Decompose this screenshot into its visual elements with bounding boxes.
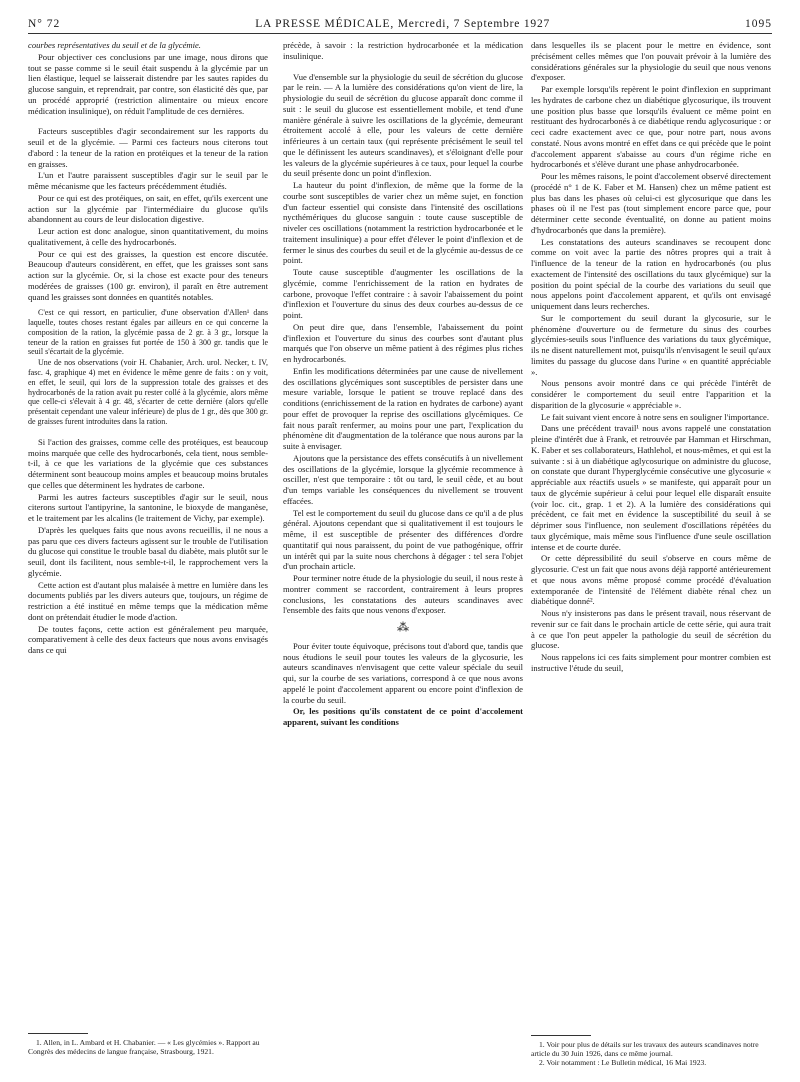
paragraph: Leur action est donc analogue, sinon quantitativement, du moins qualitativement, à celle des hydrocarbonés. bbox=[28, 226, 268, 247]
paragraph: Les constatations des auteurs scandinaves se recoupent donc comme on voit avec la partie des nôtres propres qui a trait à l'influence de la teneur de la ration en hydrocarbonés (ou plus exactement de l'intensité des oscillations du taux glycémique) sur la position du point spécial de la courbe des variations du seuil que nous appelons point d'accolement apparent, et qu'ils ont envisagé uniquement dans leurs recherches. bbox=[531, 236, 771, 311]
paragraph: D'après les quelques faits que nous avons recueillis, il ne nous a pas paru que ces divers facteurs agissent sur le trouble de l'utilisation du glucose qui constitue le trouble basal du diabète, mais plutôt sur le seuil, dont ils facilitent, nous semble-t-il, le rapprochement vers la glycémie. bbox=[28, 524, 268, 578]
footnote-rule bbox=[28, 1033, 88, 1034]
column-3 bbox=[531, 40, 771, 675]
paragraph: Si l'action des graisses, comme celle des protéiques, est beaucoup moins marquée que celle des hydrocarbonés, cela tient, nous semble-t-il, à ce que les variations de la glycémie que ces substances déterminent sont beaucoup moins amples et beaucoup moins brutales que celles que déterminent les hydrates de carbone. bbox=[28, 436, 268, 490]
footnote: 1. Voir pour plus de détails sur les travaux des auteurs scandinaves notre article du 30 Juin 1926, dans ce même journal. bbox=[531, 1040, 759, 1059]
footnote-left bbox=[28, 1033, 268, 1056]
paragraph: Or, les positions qu'ils constatent de ce point d'accolement apparent, suivant les conditions bbox=[283, 706, 523, 727]
paragraph: L'un et l'autre paraissent susceptibles d'agir sur le seuil par le même mécanisme que les facteurs précédemment étudiés. bbox=[28, 170, 268, 191]
column-1 bbox=[28, 40, 268, 657]
journal-title: LA PRESSE MÉDICALE, Mercredi, 7 Septembre 1927 bbox=[255, 18, 551, 30]
paragraph: Sur le comportement du seuil durant la glycosurie, sur le phénomène d'ouverture ou de fermeture du sinus des courbes glycémies-seuils sous l'influence des variations du taux glycémique, ils ne disent naturellement mot, puisqu'ils n'envisagent le seuil qu'aux limites du passage du glucose dans l'urine « en quantité appréciable ». bbox=[531, 312, 771, 377]
paragraph: Nous rappelons ici ces faits simplement pour montrer combien est instructive l'étude du seuil, bbox=[531, 652, 771, 673]
paragraph: Le fait suivant vient encore à notre sens en souligner l'importance. bbox=[541, 411, 770, 422]
page-number: 1095 bbox=[744, 18, 772, 30]
footnote: 2. Voir notamment : Le Bulletin médical, 16 Mai 1923. bbox=[539, 1058, 707, 1068]
paragraph: Cette action est d'autant plus malaisée à mettre en lumière dans les documents publiés par les divers auteurs que, toujours, un régime de restriction a été institué en même temps que la médication même dont on prétendait étudier le mode d'action. bbox=[28, 579, 268, 622]
paragraph: Ajoutons que la persistance des effets consécutifs à un nivellement des oscillations de la glycémie, lorsque la glycémie recommence à osciller, n'est que temporaire : tôt ou tard, le seuil cède, et au bout d'un temps variable les conséquences du nivellement se trouvent effacées. bbox=[283, 452, 523, 506]
section-heading: Vue d'ensemble sur la physiologie du seuil de sécrétion du glucose par le rein. — A la lumière des considérations qu'on vient de lire, la physiologie du seuil de sécrétion du glucose apparaît donc comme il suit : le seuil du glucose est essentiellement mobile, et tend d'une manière générale à suivre les oscillations de la glycémie, demeurant étroitement accolé à elle, pour les valeurs de cette dernière inférieures à un certain taux (qui représente précisément le seuil tel que le définissent les auteurs scandinaves), et s'éloignant d'elle pour les valeurs de la glycémie supérieures à ce taux, pour lequel la courbe du seuil présente donc un point d'inflexion. bbox=[283, 71, 523, 179]
section-heading: Facteurs susceptibles d'agir secondairement sur les rapports du seuil et de la glycémie. — Parmi ces facteurs nous citerons tout d'abord : la teneur de la ration en protéiques et la teneur de la ration en graisses. bbox=[28, 126, 268, 169]
page-header bbox=[28, 6, 772, 34]
paragraph: Une de nos observations (voir H. Chabanier, Arch. urol. Necker, t. IV, fasc. 4, graphique 4) met en évidence le même genre de faits : on y voit, en effet, le seuil, qui lors de la suppression totale des graisses et des hydrocarbonés de la ration avait pu rester collé à la glycémie, alors même que celle-ci s'élevait à 4 gr. 48, s'écarter de cette dernière (alors qu'elle présentait cependant une valeur inférieure) de plus de 1 gr., dès que 300 gr. de graisses furent introduites dans la ration. bbox=[28, 358, 268, 427]
paragraph: Pour ce qui est des protéiques, on sait, en effet, qu'ils exercent une action sur la glycémie par l'intermédiaire du glucose qu'ils abandonnent au cours de leur dislocation digestive. bbox=[28, 192, 268, 225]
paragraph: Dans une précédent travail¹ nous avons rappelé une constatation pleine d'intérêt due à Frank, et retrouvée par Hamman et Hirschman, K. Faber et ses collaborateurs, Hathlehol, et nous-mêmes, et qui est la suivante : si à un diabétique aglycosurique on administre du glucose, on constate que durant l'hyperglycémie consécutive une glycosurie « appréciable aux réactifs usuels » se manifeste, qui apparaît pour un taux de glycémie supérieur à celui pour lequel elle disparaît ensuite (voir loc. cit., grap. 1 et 2). A la lumière des considérations qui précèdent, ce fait met en évidence la susceptibilité du seuil à se déprimer sous l'influence, non seulement d'oscillations répétées du taux glycémique, mais même sous l'influence d'une seule oscillation intense et de courte durée. bbox=[531, 423, 771, 552]
paragraph: On peut dire que, dans l'ensemble, l'abaissement du point d'inflexion et l'ouverture du sinus des courbes sont d'autant plus marqués que l'on observe un même patient à des régimes plus riches en hydrocarbonés. bbox=[283, 321, 523, 364]
paragraph: La hauteur du point d'inflexion, de même que la forme de la courbe sont susceptibles de varier chez un même sujet, en fonction d'un facteur essentiel qui consiste dans l'intensité des oscillations nycthémériques du glucose sanguin : toute cause susceptible de niveler ces oscillations (notamment la restriction hydrocarbonée et le traitement insulinique) a pour effet d'élever le point d'inflexion et de fermer le sinus des courbes du seuil et de la glycémie au-dessus de ce point. bbox=[283, 180, 523, 266]
paragraph: précède, à savoir : la restriction hydrocarbonée et la médication insulinique. bbox=[283, 40, 523, 61]
footnotes-right bbox=[531, 1035, 771, 1068]
paragraph: Pour les mêmes raisons, le point d'accolement observé directement (procédé n° 1 de K. Faber et M. Hansen) chez un même patient est plus bas dans les phases où celui-ci est glycosurique que dans les phases où il ne l'est pas (tout simplement encore parce que, pour déterminer cette seconde éventualité, on donne au patient moins d'hydrocarbonés que dans la première). bbox=[531, 171, 771, 235]
paragraph: Pour ce qui est des graisses, la question est encore discutée. Beaucoup d'auteurs considèrent, en effet, que les graisses sont sans action sur la glycémie. Or, si la chose est exacte pour des teneurs modérées de graisses (100 gr. environ), il paraît en être autrement quand les graisses sont données en quantités notables. bbox=[28, 248, 268, 302]
paragraph: Parmi les autres facteurs susceptibles d'agir sur le seuil, nous citerons surtout l'antipyrine, la santonine, le bioxyde de manganèse, et le traitement par les alcalins (le traitement de Vichy, par exemple). bbox=[28, 491, 268, 524]
issue-number: N° 72 bbox=[28, 18, 61, 30]
paragraph: Pour éviter toute équivoque, précisons tout d'abord que, tandis que nous étudions le seuil pour toutes les valeurs de la glycosurie, les auteurs scandinaves n'envisagent que cette valeur spéciale du seuil qui, sur la courbe de ses variations, correspond à ce que nous avons appelé le point d'accolement apparent ou encore point d'inflexion de la courbe du seuil. bbox=[283, 640, 523, 705]
paragraph: De toutes façons, cette action est généralement peu marquée, comparativement à celle des deux facteurs que nous avons envisagés dans ce qui bbox=[28, 623, 268, 656]
paragraph: Nous n'y insisterons pas dans le présent travail, nous réservant de revenir sur ce fait dans le prochain article de cette série, qui aura trait à ce que l'on peut appeler la pathologie du seuil de sécrétion du glucose. bbox=[531, 608, 771, 651]
column-2 bbox=[283, 40, 523, 729]
paragraph: Par exemple lorsqu'ils repèrent le point d'inflexion en supprimant les hydrates de carbone chez un diabétique glycosurique, ils trouvent une position plus basse que lorsqu'ils évaluent ce même point en restituant des hydrocarbonés à ce diabétique rendu aglycosurique : or ceci cadre exactement avec ce que, pour notre part, nous avons constaté. Nous avons montré en effet dans ce qui précède que le point d'accolement apparent s'abaisse au cours d'un régime riche en hydrocarbonés et s'élève durant une phase anhydrocarbonée. bbox=[531, 84, 771, 170]
paragraph: Pour objectiver ces conclusions par une image, nous dirons que tout se passe comme si le seuil était suspendu à la glycémie par un lien élastique, lequel se laisserait distendre par les sautes rapides du glucose sanguin, et reprendrait, par contre, son élasticité dès que, par un procédé approprié (restriction alimentaire ou mieux encore médication insulinique), on réduit l'amplitude de ces dernières. bbox=[28, 51, 268, 116]
footnote: 1. Allen, in L. Ambard et H. Chabanier. — « Les glycémies ». Rapport au Congrès des médecins de langue française, Strasbourg, 1921. bbox=[28, 1038, 260, 1057]
paragraph: Tel est le comportement du seuil du glucose dans ce qu'il a de plus général. Ajoutons cependant que si qualitativement il est toujours le même, il est susceptible de présenter des différences d'ordre quantitatif qui nous paraissent, du point de vue pathogénique, offrir un intérêt qui par la suite nous cherchons à dégager : tel sera l'objet d'un prochain article. bbox=[283, 507, 523, 572]
footnote-rule bbox=[531, 1035, 591, 1036]
paragraph: courbes représentatives du seuil et de la glycémie. bbox=[28, 40, 201, 50]
paragraph: Enfin les modifications déterminées par une cause de nivellement des oscillations glycémiques sont susceptibles de persister dans une mesure variable, lorsque le patient se trouve replacé dans des conditions (enrichissement de la ration en hydrates de carbone) ayant pour effet de provoquer la reprise des oscillations glycémiques. Ce fait nous paraît renfermer, au moins pour une part, l'explication du phénomène dit d'augmentation de la tolérance que nous aurons par la suite à envisager. bbox=[283, 365, 523, 451]
paragraph: Toute cause susceptible d'augmenter les oscillations de la glycémie, comme l'enrichissement de la ration en hydrates de carbone, provoque l'effet contraire : à savoir l'abaissement du point d'inflexion et l'ouverture du sinus des deux courbes au-dessus de ce point. bbox=[283, 267, 523, 320]
section-separator: ⁂ bbox=[397, 620, 409, 634]
paragraph: dans lesquelles ils se placent pour le mettre en évidence, sont précisément celles mêmes que l'on pouvait prévoir à la lumière des considérations générales sur la physiologie du seuil que nous venons d'exposer. bbox=[531, 40, 771, 83]
paragraph: C'est ce qui ressort, en particulier, d'une observation d'Allen¹ dans laquelle, toutes choses restant égales par ailleurs en ce qui concerne la composition de la ration, la glycémie passa de 2 gr. à 3 gr., lorsque la teneur de la ration en graisses fut portée de 150 à 300 gr. tandis que le seuil s'écartait de la glycémie. bbox=[28, 308, 268, 357]
paragraph: Pour terminer notre étude de la physiologie du seuil, il nous reste à montrer comment se raccordent, contrairement à leurs propres conclusions, les constatations des auteurs scandinaves avec l'ensemble des faits que nous venons d'exposer. bbox=[283, 573, 523, 616]
paragraph: Nous pensons avoir montré dans ce qui précède l'intérêt de considérer le comportement du seuil entre l'apparition et la disparition de la glycosurie « appréciable ». bbox=[531, 378, 771, 410]
paragraph: Or cette dépressibilité du seuil s'observe en cours même de glycosurie. C'est un fait que nous avons déjà rapporté antérieurement et que nous avons même proposé comme procédé d'évaluation extemporanée de l'intensité de l'élément diabète rénal chez un diabétique donné². bbox=[531, 553, 771, 607]
